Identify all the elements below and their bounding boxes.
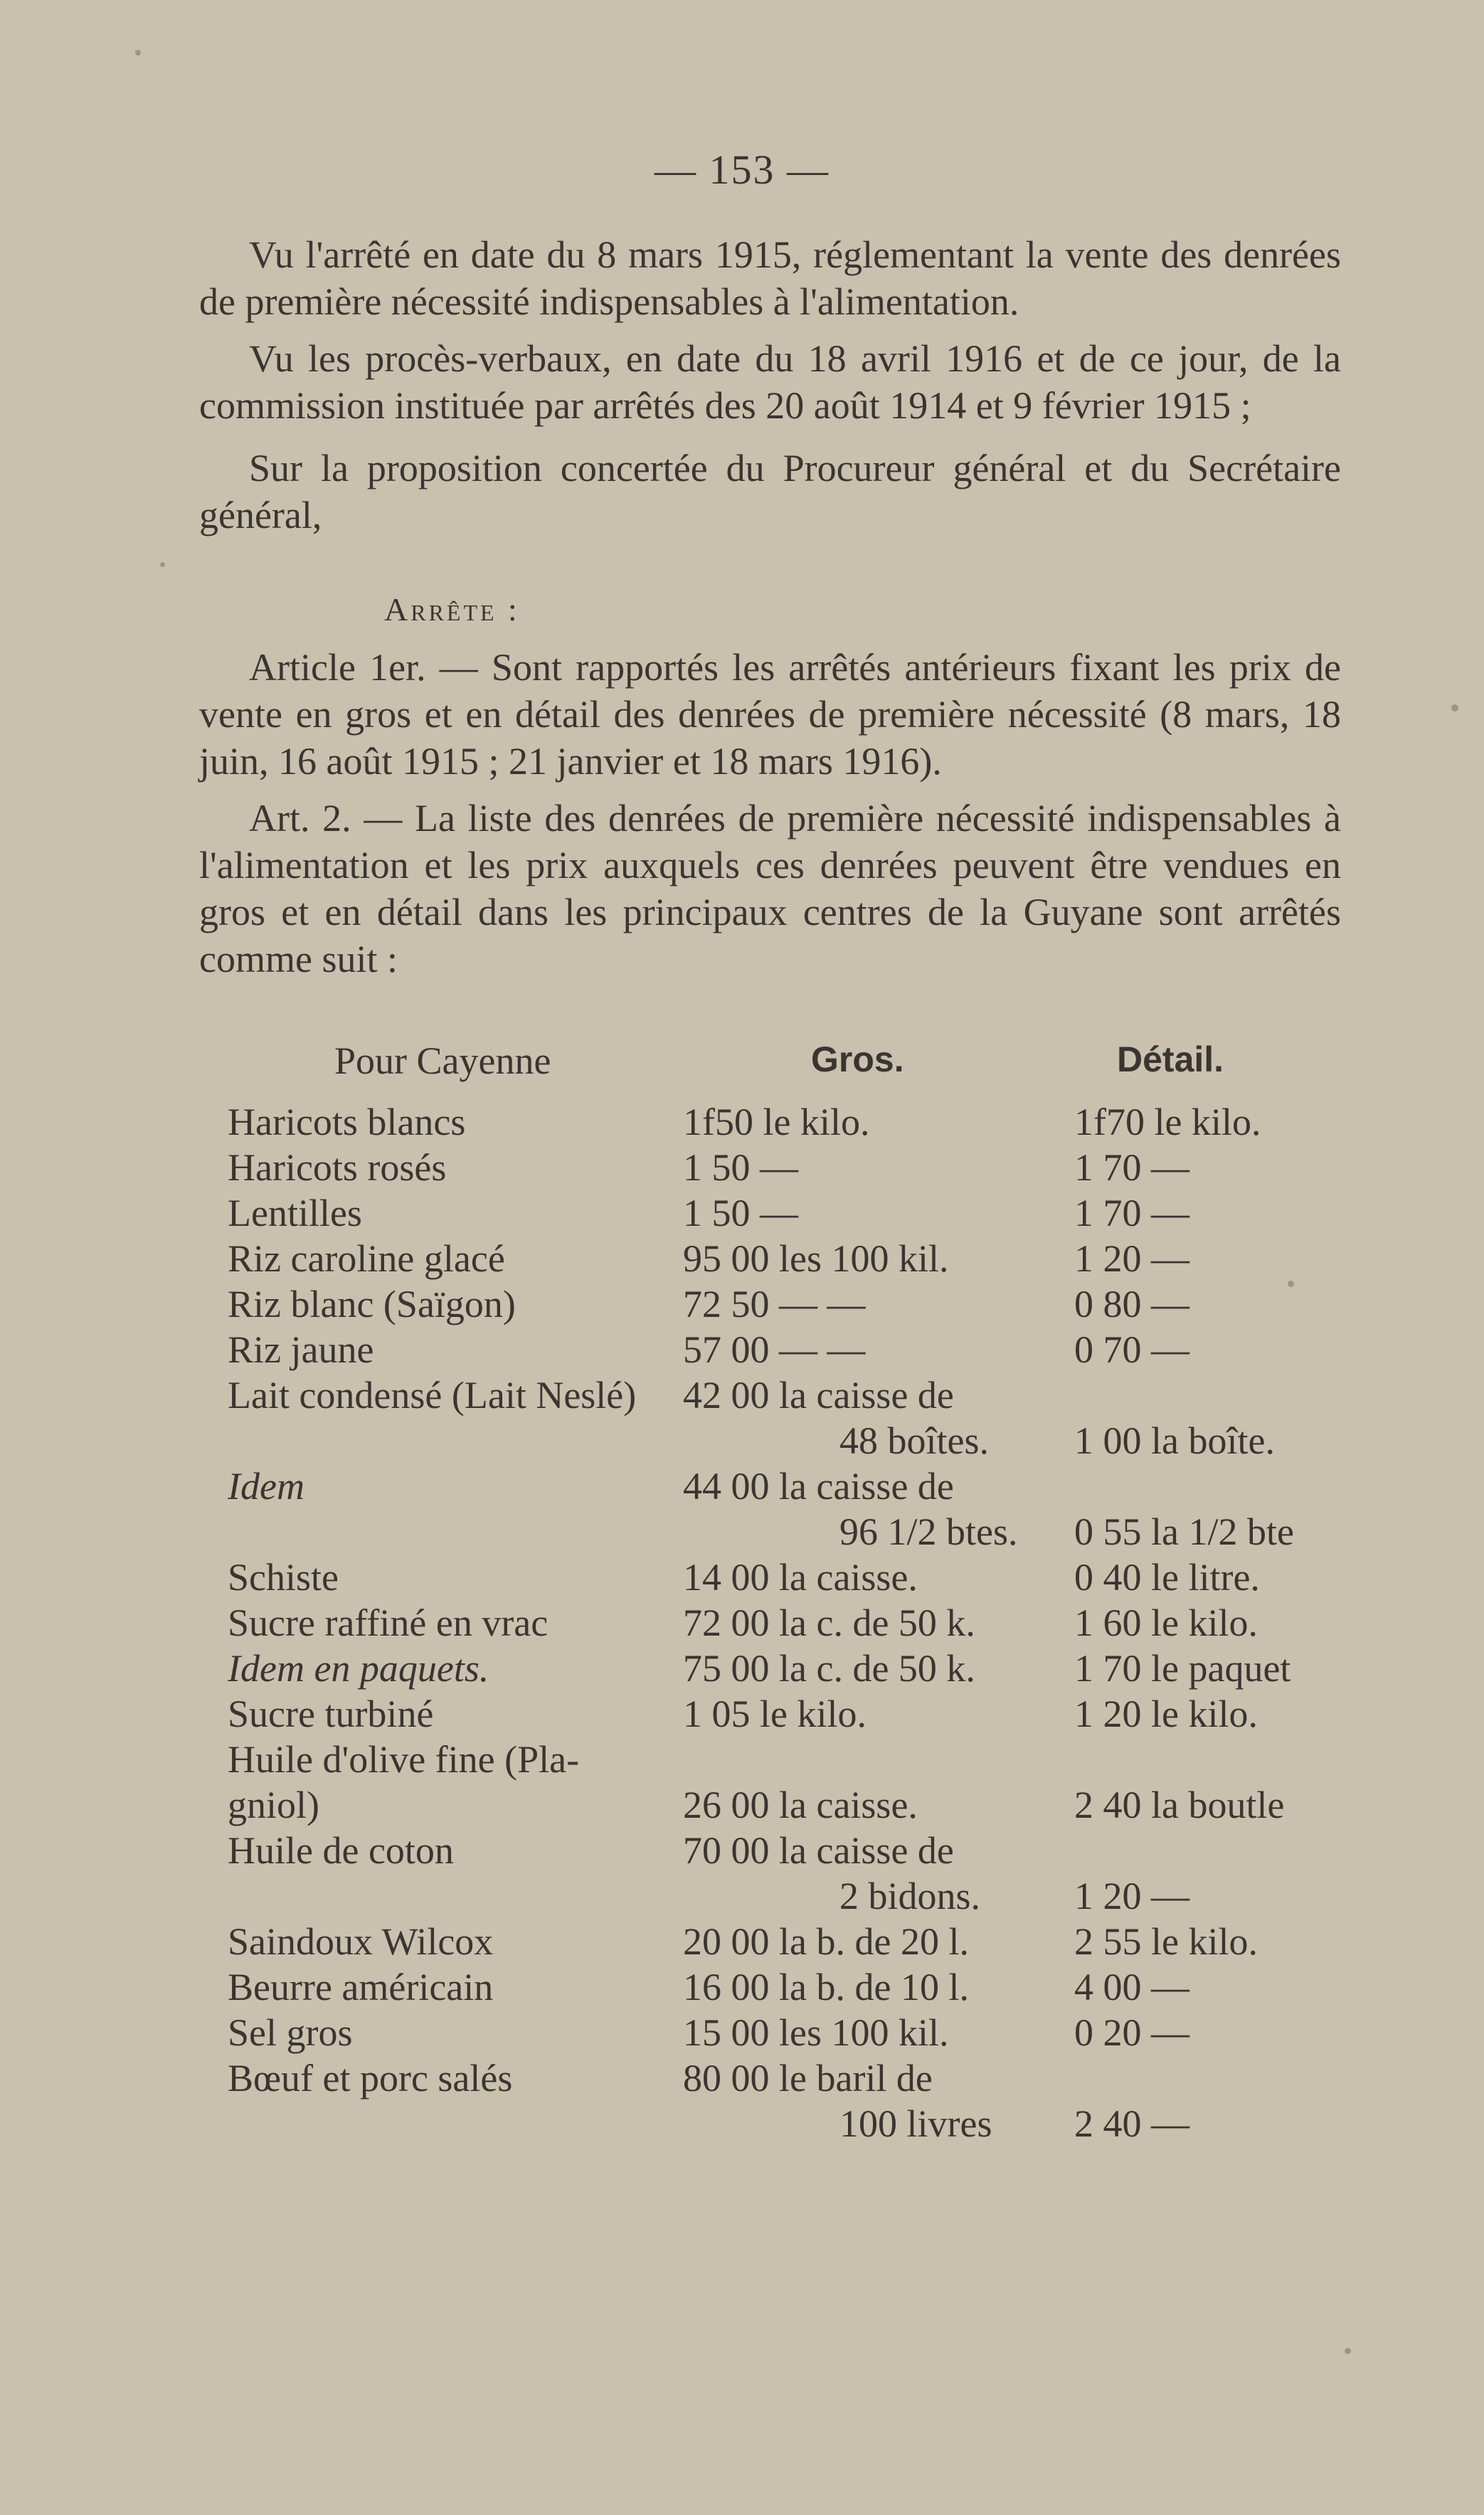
detail-price: 1f70 le kilo. <box>1074 1101 1261 1143</box>
detail-price: 1 20 — <box>1074 1237 1189 1280</box>
item-name: Bœuf et porc salés <box>228 2057 513 2100</box>
gros-price: 96 1/2 btes. <box>839 1510 1018 1553</box>
item-name: Beurre américain <box>228 1966 494 2008</box>
detail-price: 1 00 la boîte. <box>1074 1419 1275 1462</box>
paper-speck <box>1288 1281 1294 1287</box>
table-row <box>228 1190 1337 1236</box>
table-row <box>228 1737 1337 1782</box>
detail-price: 0 80 — <box>1074 1283 1189 1325</box>
detail-price: 1 70 — <box>1074 1146 1189 1189</box>
detail-price: 0 70 — <box>1074 1328 1189 1371</box>
table-row <box>228 1236 1337 1281</box>
gros-price: 26 00 la caisse. <box>683 1784 918 1826</box>
gros-price: 80 00 le baril de <box>683 2057 933 2100</box>
paper-speck <box>160 562 165 567</box>
gros-price: 100 livres <box>839 2102 992 2145</box>
gros-price: 57 00 — — <box>683 1328 866 1371</box>
gros-price: 44 00 la caisse de <box>683 1465 954 1508</box>
detail-price: 4 00 — <box>1074 1966 1189 2008</box>
gros-price: 1 50 — <box>683 1146 798 1189</box>
item-name: Idem en paquets. <box>228 1647 489 1690</box>
detail-price: 2 55 le kilo. <box>1074 1920 1258 1963</box>
gros-price: 42 00 la caisse de <box>683 1374 954 1417</box>
detail-price: 2 40 — <box>1074 2102 1189 2145</box>
item-name: Idem <box>228 1465 304 1508</box>
header-place: Pour Cayenne <box>334 1039 551 1082</box>
item-name: Sucre turbiné <box>228 1693 434 1735</box>
paper-speck <box>135 50 141 55</box>
item-name: Huile d'olive fine (Pla- <box>228 1738 580 1781</box>
table-row <box>228 1145 1337 1190</box>
detail-price: 0 20 — <box>1074 2011 1189 2054</box>
item-name: Saindoux Wilcox <box>228 1920 494 1963</box>
detail-price: 1 70 — <box>1074 1192 1189 1234</box>
table-row <box>228 1372 1337 1418</box>
table-row <box>228 1828 1337 1873</box>
table-row <box>228 2101 1337 2146</box>
paragraph-proposition: Sur la proposition concertée du Procureur général et du Secrétaire général, <box>199 447 1341 536</box>
detail-price: 1 20 — <box>1074 1875 1189 1917</box>
gros-price: 16 00 la b. de 10 l. <box>683 1966 969 2008</box>
item-name: Riz jaune <box>228 1328 374 1371</box>
detail-price: 0 55 la 1/2 bte <box>1074 1510 1294 1553</box>
table-row <box>228 1600 1337 1646</box>
article-1: Article 1er. — Sont rapportés les arrêtés antérieurs fixant les prix de vente en gros et en détail des denrées de première nécessité (8 mars, 18 juin, 16 août 1915 ; 21 janvier et 18 mars 1916). <box>199 646 1341 783</box>
table-header <box>0 1039 1484 1089</box>
gros-price: 1 50 — <box>683 1192 798 1234</box>
gros-price: 15 00 les 100 kil. <box>683 2011 949 2054</box>
articles-block <box>199 644 1341 983</box>
detail-price: 1 70 le paquet <box>1074 1647 1291 1690</box>
article-2: Art. 2. — La liste des denrées de première nécessité indispensables à l'alimentation et les prix auxquels ces denrées peuvent être vendues en gros et en détail dans les principaux centres de la Guyane sont arrêtés comme suit : <box>199 797 1341 980</box>
table-row <box>228 1782 1337 1828</box>
item-name: Riz blanc (Saïgon) <box>228 1283 516 1325</box>
table-row <box>228 1463 1337 1509</box>
gros-price: 48 boîtes. <box>839 1419 989 1462</box>
gros-price: 75 00 la c. de 50 k. <box>683 1647 975 1690</box>
detail-price: 1 20 le kilo. <box>1074 1693 1258 1735</box>
gros-price: 20 00 la b. de 20 l. <box>683 1920 969 1963</box>
table-row <box>228 2055 1337 2101</box>
item-name: Sucre raffiné en vrac <box>228 1601 548 1644</box>
paper-speck <box>1345 2348 1351 2354</box>
page-number: — 153 — <box>654 147 830 193</box>
item-name: gniol) <box>228 1784 319 1826</box>
gros-price: 72 00 la c. de 50 k. <box>683 1601 975 1644</box>
item-name: Sel gros <box>228 2011 353 2054</box>
paragraph-vu-proces-verbaux: Vu les procès-verbaux, en date du 18 avril 1916 et de ce jour, de la commission instituée par arrêtés des 20 août 1914 et 9 février 1915 ; <box>199 337 1341 427</box>
table-row <box>228 1099 1337 1145</box>
gros-price: 1f50 le kilo. <box>683 1101 870 1143</box>
intro-block <box>199 231 1341 539</box>
table-row <box>228 1646 1337 1691</box>
table-row <box>228 1873 1337 1919</box>
item-name: Haricots rosés <box>228 1146 447 1189</box>
table-row <box>228 1509 1337 1555</box>
table-row <box>228 1919 1337 1964</box>
table-row <box>228 1281 1337 1327</box>
table-row <box>228 1418 1337 1463</box>
item-name: Huile de coton <box>228 1829 454 1872</box>
paper-speck <box>1451 704 1458 711</box>
table-row <box>228 1964 1337 2010</box>
header-gros: Gros. <box>811 1039 904 1079</box>
item-name: Riz caroline glacé <box>228 1237 505 1280</box>
gros-price: 72 50 — — <box>683 1283 866 1325</box>
detail-price: 2 40 la boutle <box>1074 1784 1285 1826</box>
gros-price: 2 bidons. <box>839 1875 981 1917</box>
table-row <box>228 1327 1337 1372</box>
gros-price: 70 00 la caisse de <box>683 1829 954 1872</box>
item-name: Schiste <box>228 1556 339 1599</box>
item-name: Lait condensé (Lait Neslé) <box>228 1374 637 1417</box>
paragraph-vu-arrete: Vu l'arrêté en date du 8 mars 1915, réglementant la vente des denrées de première nécessité indispensables à l'alimentation. <box>199 233 1341 323</box>
gros-price: 1 05 le kilo. <box>683 1693 866 1735</box>
gros-price: 95 00 les 100 kil. <box>683 1237 949 1280</box>
table-row <box>228 2010 1337 2055</box>
detail-price: 1 60 le kilo. <box>1074 1601 1258 1644</box>
item-name: Lentilles <box>228 1192 362 1234</box>
detail-price: 0 40 le litre. <box>1074 1556 1260 1599</box>
item-name: Haricots blancs <box>228 1101 466 1143</box>
gros-price: 14 00 la caisse. <box>683 1556 918 1599</box>
header-detail: Détail. <box>1117 1039 1224 1079</box>
table-row <box>228 1555 1337 1600</box>
arrete-heading: Arrête : <box>384 591 520 628</box>
table-row <box>228 1691 1337 1737</box>
price-table <box>228 1099 1337 2146</box>
